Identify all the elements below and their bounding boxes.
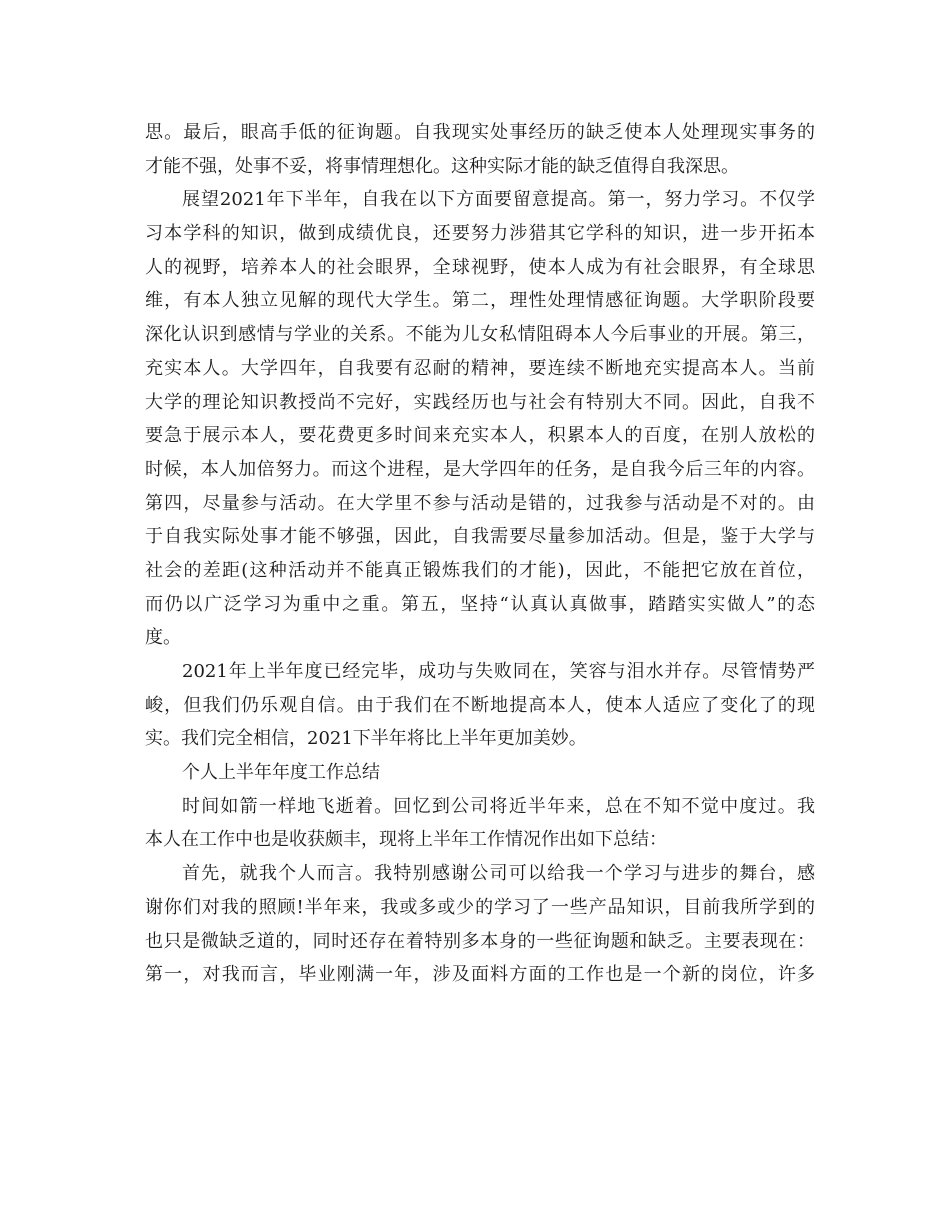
text-line: 思。最后，眼高手低的征询题。自我现实处事经历的缺乏使本人处理现实事务的 [145,122,815,143]
text-line: 2021年上半年度已经完毕，成功与失败同在，笑容与泪水并存。尽管情势严 [182,661,815,682]
paragraph-5 [145,857,815,992]
text-line: 度。 [145,627,181,649]
paragraph-3 [145,655,815,756]
text-line: 实。我们完全相信，2021下半年将比上半年更加美妙。 [145,728,587,750]
text-line: 深化认识到感情与学业的关系。不能为儿女私情阻碍本人今后事业的开展。第三， [145,324,815,346]
text-line: 峻，但我们仍乐观自信。由于我们在不断地提高本人，使本人适应了变化了的现 [145,694,815,716]
text-line: 展望2021年下半年，自我在以下方面要留意提高。第一，努力学习。不仅学 [182,189,815,211]
text-line: 也只是微缺乏道的，同时还存在着特别多本身的一些征询题和缺乏。主要表现在： [145,930,815,952]
text-line: 维，有本人独立见解的现代大学生。第二，理性处理情感征询题。大学职阶段要 [145,290,815,312]
text-line: 而仍以广泛学习为重中之重。第五，坚持“认真认真做事，踏踏实实做人”的态 [145,593,815,615]
document-body [145,116,815,992]
text-line: 时间如箭一样地飞逝着。回忆到公司将近半年来，总在不知不觉中度过。我 [182,795,815,817]
text-line: 大学的理论知识教授尚不完好，实践经历也与社会有特别大不同。因此，自我不 [145,391,815,413]
text-line: 时候，本人加倍努力。而这个进程，是大学四年的任务，是自我今后三年的内容。 [145,458,815,480]
text-line: 充实本人。大学四年，自我要有忍耐的精神，要连续不断地充实提高本人。当前 [145,357,815,379]
paragraph-4 [145,790,815,857]
text-line: 首先，就我个人而言。我特别感谢公司可以给我一个学习与进步的舞台，感 [182,863,815,885]
text-line: 人的视野，培养本人的社会眼界，全球视野，使本人成为有社会眼界，有全球思 [145,256,815,278]
text-line: 才能不强，处事不妥，将事情理想化。这种实际才能的缺乏值得自我深思。 [145,155,739,177]
text-line: 于自我实际处事才能不够强，因此，自我需要尽量参加活动。但是，鉴于大学与 [145,526,815,548]
text-line: 社会的差距(这种活动并不能真正锻炼我们的才能)，因此，不能把它放在首位， [145,559,815,581]
paragraph-2 [145,183,815,655]
text-line: 第一，对我而言，毕业刚满一年，涉及面料方面的工作也是一个新的岗位，许多 [145,964,815,986]
section-heading [145,756,815,790]
text-line: 要急于展示本人，要花费更多时间来充实本人，积累本人的百度，在别人放松的 [145,425,815,447]
text-line: 本人在工作中也是收获颇丰，现将上半年工作情况作出如下总结： [145,829,667,851]
text-line: 习本学科的知识，做到成绩优良，还要努力涉猎其它学科的知识，进一步开拓本 [145,223,815,245]
paragraph-1 [145,116,815,183]
text-line: 第四，尽量参与活动。在大学里不参与活动是错的，过我参与活动是不对的。由 [145,492,815,514]
text-line: 谢你们对我的照顾!半年来，我或多或少的学习了一些产品知识，目前我所学到的 [145,896,815,918]
text-line: 个人上半年年度工作总结 [182,762,380,784]
